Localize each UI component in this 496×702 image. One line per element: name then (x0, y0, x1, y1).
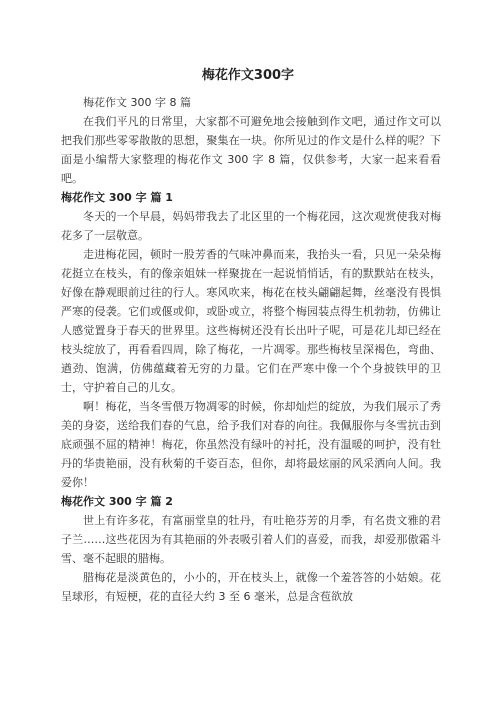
section-1-paragraph-3: 啊！梅花，当冬雪偎万物凋零的时候，你却灿烂的绽放，为我们展示了秀美的身姿，送给我们春的气息，给予我们对春的向往。我佩服你与冬雪抗击到底顽强不屈的精神！梅花，你虽然没有绿叶的衬托，没有温暖的呵护，没有牡丹的华贵艳丽，没有秋菊的千姿百态，但你，却将最炫丽的风采洒向人间。我爱你！ (61, 400, 441, 489)
section-heading-2: 梅花作文 300 字 篇 2 (61, 495, 173, 508)
section-heading-1: 梅花作文 300 字 篇 1 (61, 191, 173, 204)
intro-paragraph: 在我们平凡的日常里，大家都不可避免地会接触到作文吧，通过作文可以把我们那些零零散散的思想，聚集在一块。你所见过的作文是什么样的呢？下面是小编帮大家整理的梅花作文 300 字 8 篇，仅供参考，大家一起来看看吧。 (61, 115, 441, 185)
section-2-paragraph-2: 腊梅花是淡黄色的，小小的，开在枝头上，就像一个羞答答的小姑娘。花呈球形，有短梗，花的直径大约 3 至 6 毫米，总是含苞欲放 (61, 571, 441, 603)
section-2-paragraph-1: 世上有许多花，有富丽堂皇的牡丹，有吐艳芬芳的月季，有名贵文雅的君子兰……这些花因为有其艳丽的外表吸引着人们的喜爱，而我，却爱那傲霜斗雪、毫不起眼的腊梅。 (61, 514, 441, 565)
section-1-paragraph-2: 走进梅花园，顿时一股芳香的气味冲鼻而来，我抬头一看，只见一朵朵梅花挺立在枝头，有的像亲姐妹一样聚拢在一起说悄悄话，有的默默站在枝头，好像在静观眼前过往的行人。寒风吹来，梅花在枝头翩翩起舞，丝毫没有畏惧严寒的侵袭。它们或偃或仰，或卧或立，将整个梅园装点得生机勃勃，仿佛让人感觉置身于春天的世界里。这些梅树还没有长出叶子呢，可是花儿却已经在枝头绽放了，再看看四周，除了梅花，一片凋零。那些梅枝呈深褐色，弯曲、遒劲、饱满，仿佛蕴藏着无穷的力量。它们在严寒中像一个个身披铁甲的卫士，守护着自己的儿女。 (61, 248, 441, 394)
document-body (61, 93, 441, 606)
section-1-paragraph-1: 冬天的一个早晨，妈妈带我去了北区里的一个梅花园，这次观赏使我对梅花多了一层敬意。 (61, 210, 441, 242)
document-title: 梅花作文300字 (201, 68, 295, 83)
document-subtitle: 梅花作文 300 字 8 篇 (83, 96, 191, 109)
